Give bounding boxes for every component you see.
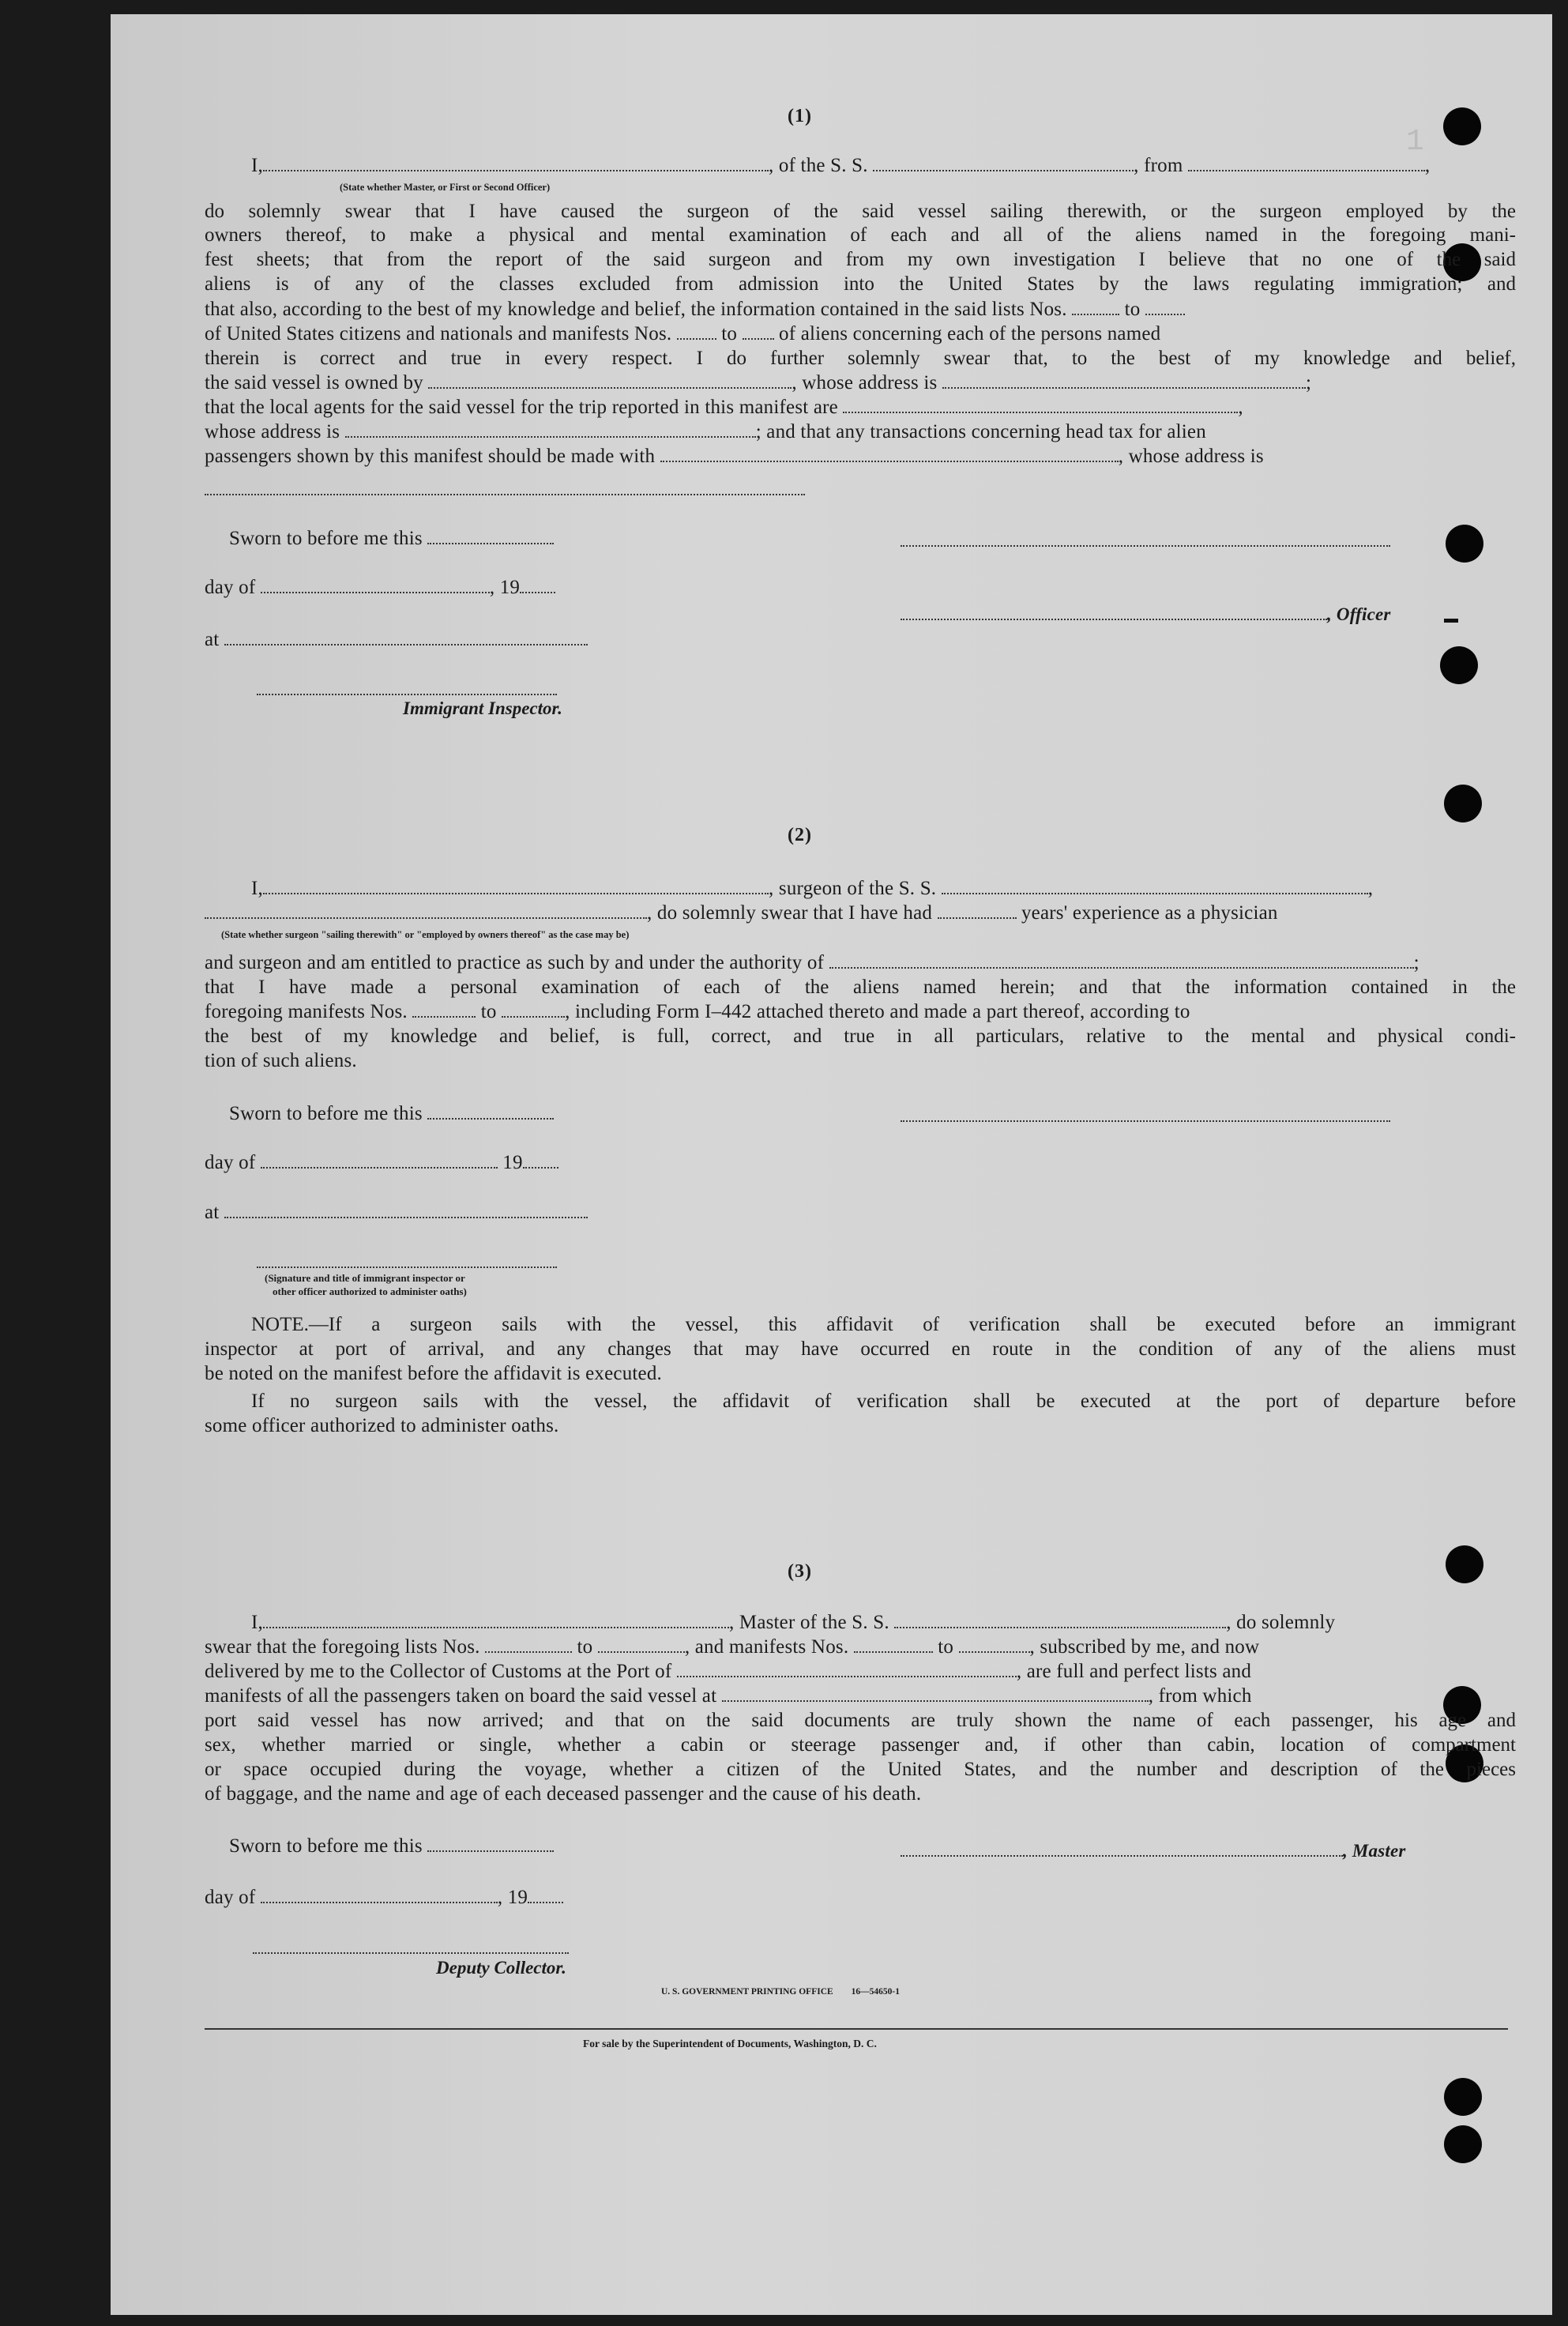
oath-line: manifests of all the passengers taken on board the said vessel at , from which — [205, 1685, 1252, 1707]
note-text: If no surgeon sails with the vessel, the affidavit of verification shall be executed at the port of departure before — [251, 1391, 1516, 1412]
sworn-label: Sworn to before me this — [229, 1835, 554, 1857]
oath-line: foregoing manifests Nos. to , including Form I–442 attached thereto and made a part thereof, according to — [205, 1001, 1190, 1022]
note-text: be noted on the manifest before the affidavit is executed. — [205, 1363, 662, 1384]
sworn-label: Sworn to before me this — [229, 1103, 554, 1125]
bleed-through-mark: 1 — [1406, 125, 1424, 159]
oath-text: sex, whether married or single, whether a cabin or steerage passenger and, if other than cabin, location of compartment — [205, 1734, 1516, 1756]
binder-hole — [1440, 646, 1478, 684]
signature-caption: other officer authorized to administer oaths) — [273, 1285, 467, 1297]
oath-text: fest sheets; that from the report of the said surgeon and from my own investigation I believe that no one of the said — [205, 249, 1516, 270]
field-caption: (State whether Master, or First or Second Officer) — [340, 182, 551, 193]
oath-line: whose address is ; and that any transactions concerning head tax for alien — [205, 421, 1206, 442]
binder-hole — [1444, 2125, 1482, 2163]
note-text: NOTE.—If a surgeon sails with the vessel, this affidavit of verification shall be executed before an immigrant — [251, 1314, 1516, 1335]
oath-text: do solemnly swear that I have caused the surgeon of the said vessel sailing therewith, or the surgeon employed by the — [205, 201, 1516, 222]
binder-hole — [1443, 107, 1481, 145]
day-of-label: day of 19 — [205, 1152, 558, 1174]
binder-hole — [1446, 1545, 1483, 1583]
officer-signature-line — [901, 545, 1390, 547]
oath-line: I, , Master of the S. S. , do solemnly — [251, 1612, 1336, 1633]
day-of-label: day of , 19 — [205, 1887, 563, 1909]
address-line — [205, 494, 805, 495]
binder-hole — [1444, 2078, 1482, 2116]
oath-text: the best of my knowledge and belief, is full, correct, and true in all particulars, relative to the mental and physical condi- — [205, 1026, 1516, 1047]
section-number: (1) — [788, 106, 812, 126]
oath-line: , do solemnly swear that I have had years' experience as a physician — [205, 902, 1278, 924]
note-text: some officer authorized to administer oaths. — [205, 1415, 559, 1436]
master-label: , Master — [901, 1840, 1406, 1862]
oath-text: port said vessel has now arrived; and that on the said documents are truly shown the name of each passenger, his age and — [205, 1710, 1516, 1731]
oath-text: tion of such aliens. — [205, 1050, 357, 1071]
oath-line: the said vessel is owned by , whose address is ; — [205, 372, 1312, 393]
oath-text: that I have made a personal examination of each of the aliens named herein; and that the information contained in the — [205, 977, 1516, 998]
oath-line: I, , of the S. S. , from , — [251, 155, 1431, 176]
officer-label: , Officer — [901, 604, 1391, 626]
oath-line: that the local agents for the said vessel for the trip reported in this manifest are , — [205, 397, 1243, 418]
oath-line: that also, according to the best of my knowledge and belief, the information contained in the said lists Nos. to — [205, 299, 1185, 321]
field-caption: (State whether surgeon "sailing therewith" or "employed by owners thereof" as the case may be) — [221, 929, 630, 940]
inspector-label: Immigrant Inspector. — [403, 698, 562, 718]
inspector-signature-line — [257, 1267, 557, 1268]
oath-line: I, , surgeon of the S. S. , — [251, 878, 1374, 899]
printing-office: U. S. GOVERNMENT PRINTING OFFICE 16—54650-1 — [661, 1987, 900, 1997]
binder-hole — [1444, 785, 1482, 822]
oath-text: therein is correct and true in every respect. I do further solemnly swear that, to the best of my knowledge and belief, — [205, 348, 1516, 369]
sworn-label: Sworn to before me this — [229, 528, 554, 550]
oath-text: or space occupied during the voyage, whether a citizen of the United States, and the number and description of the pieces — [205, 1759, 1516, 1780]
section-number: (2) — [788, 825, 812, 845]
oath-line: and surgeon and am entitled to practice as such by and under the authority of ; — [205, 952, 1419, 973]
collector-label: Deputy Collector. — [436, 1958, 566, 1978]
signature-caption: (Signature and title of immigrant inspector or — [265, 1272, 465, 1284]
oath-line: swear that the foregoing lists Nos. to , and manifests Nos. to , subscribed by me, and now — [205, 1636, 1260, 1658]
oath-text: aliens is of any of the classes excluded from admission into the United States by the laws regulating immigration; and — [205, 273, 1516, 295]
at-label: at — [205, 1202, 588, 1224]
note-text: inspector at port of arrival, and any changes that may have occurred en route in the condition of any of the aliens must — [205, 1338, 1516, 1360]
oath-line: passengers shown by this manifest should be made with , whose address is — [205, 446, 1264, 467]
oath-text: of baggage, and the name and age of each deceased passenger and the cause of his death. — [205, 1783, 922, 1805]
footer-rule — [205, 2028, 1508, 2030]
oath-line: delivered by me to the Collector of Customs at the Port of , are full and perfect lists and — [205, 1661, 1252, 1682]
collector-signature-line — [253, 1952, 569, 1954]
mark-dash — [1444, 619, 1458, 623]
inspector-signature-line — [257, 694, 557, 695]
signature-line — [901, 1120, 1390, 1122]
for-sale-note: For sale by the Superintendent of Documents, Washington, D. C. — [583, 2038, 877, 2049]
oath-text: owners thereof, to make a physical and mental examination of each and all of the aliens named in the foregoing mani- — [205, 224, 1516, 246]
form-sheet — [111, 14, 1552, 2315]
binder-hole — [1446, 525, 1483, 563]
oath-line: of United States citizens and nationals and manifests Nos. to of aliens concerning each of the persons named — [205, 323, 1161, 344]
day-of-label: day of , 19 — [205, 577, 555, 599]
section-number: (3) — [788, 1561, 812, 1582]
at-label: at — [205, 629, 588, 651]
